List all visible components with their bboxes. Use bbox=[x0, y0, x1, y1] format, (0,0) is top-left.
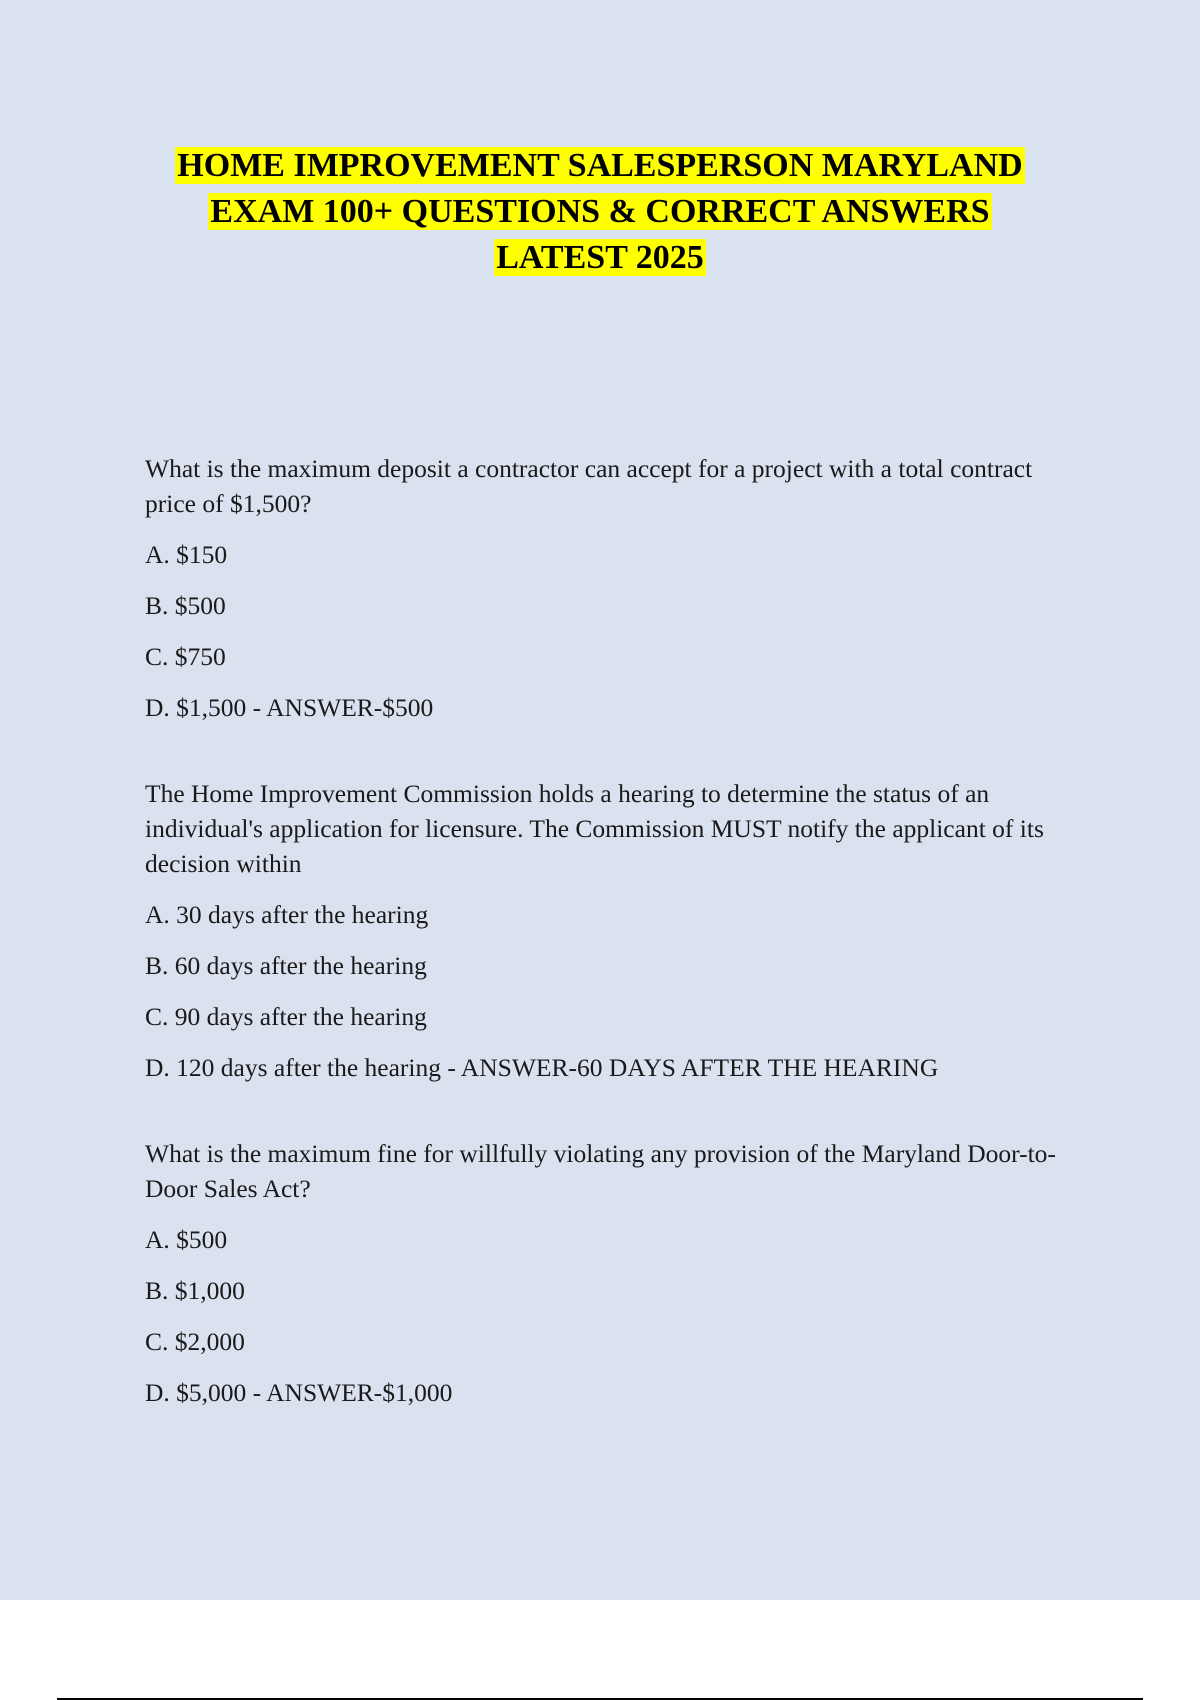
question-block bbox=[145, 451, 1085, 725]
answer-option: C. 90 days after the hearing bbox=[145, 1002, 427, 1031]
title-line-3: LATEST 2025 bbox=[496, 239, 704, 276]
title-line-2: EXAM 100+ QUESTIONS & CORRECT ANSWERS bbox=[210, 193, 990, 230]
answer-option: C. $2,000 bbox=[145, 1327, 245, 1356]
answer-option-with-answer: D. $1,500 - ANSWER-$500 bbox=[145, 693, 434, 722]
answer-option: A. 30 days after the hearing bbox=[145, 900, 429, 929]
question-text: What is the maximum deposit a contractor can accept for a project with a total contract price of $1,500? bbox=[145, 454, 1033, 518]
question-text: The Home Improvement Commission holds a hearing to determine the status of an individual's application for licensure. The Commission MUST notify the applicant of its decision within bbox=[145, 779, 1044, 878]
question-block bbox=[145, 1136, 1085, 1410]
answer-option: A. $150 bbox=[145, 540, 228, 569]
answer-option: A. $500 bbox=[145, 1225, 228, 1254]
answer-option: B. 60 days after the hearing bbox=[145, 951, 427, 980]
answer-option: B. $1,000 bbox=[145, 1276, 245, 1305]
document-title bbox=[0, 143, 1200, 281]
question-block bbox=[145, 776, 1085, 1085]
answer-option-with-answer: D. 120 days after the hearing - ANSWER-60 DAYS AFTER THE HEARING bbox=[145, 1053, 939, 1082]
questions-list bbox=[145, 451, 1085, 1426]
answer-option-with-answer: D. $5,000 - ANSWER-$1,000 bbox=[145, 1378, 453, 1407]
answer-option: C. $750 bbox=[145, 642, 226, 671]
question-text: What is the maximum fine for willfully violating any provision of the Maryland Door-to-Door Sales Act? bbox=[145, 1139, 1056, 1203]
title-line-1: HOME IMPROVEMENT SALESPERSON MARYLAND bbox=[177, 147, 1023, 184]
answer-option: B. $500 bbox=[145, 591, 226, 620]
